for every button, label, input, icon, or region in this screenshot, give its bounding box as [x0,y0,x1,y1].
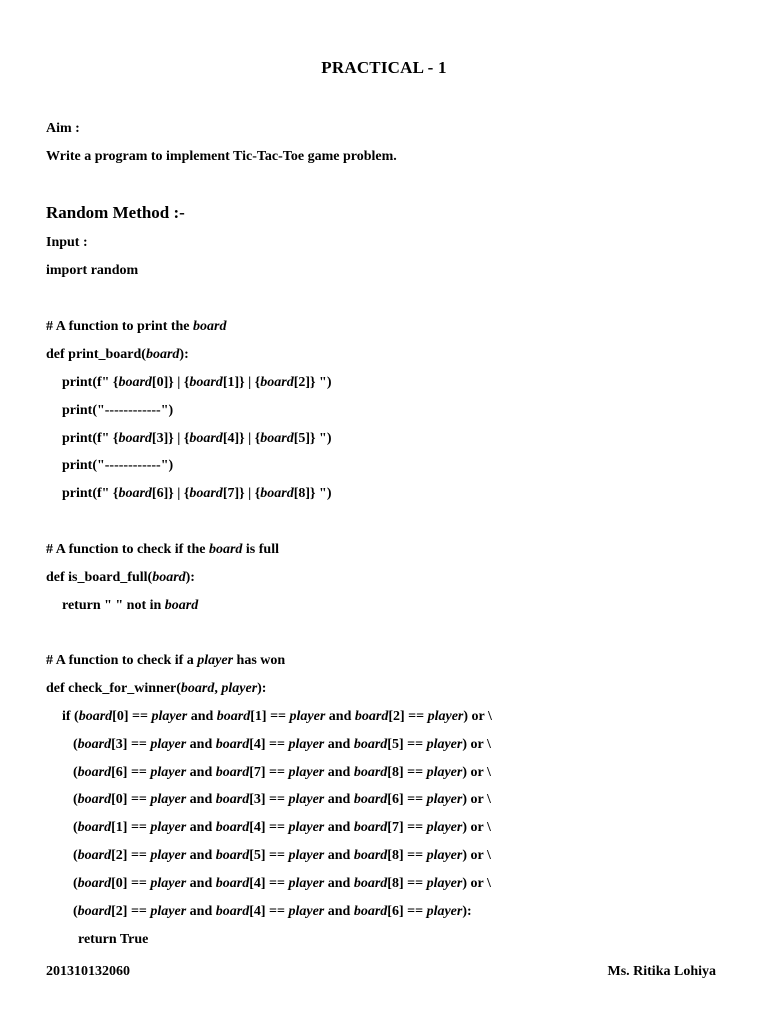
section-heading: Random Method :- [46,203,185,222]
code-line: # A function to print the board [46,319,227,334]
code-line: # A function to check if the board is full [46,542,279,557]
code-line: # A function to check if a player has won [46,653,286,668]
code-line: def check_for_winner(board, player): [46,681,267,696]
code-line: (board[2] == player and board[4] == player and board[6] == player): [73,904,472,919]
code-line: (board[6] == player and board[7] == player and board[8] == player) or \ [73,765,491,780]
code-line: def print_board(board): [46,347,189,362]
code-line: print(f" {board[0]} | {board[1]} | {board[2]} ") [62,375,332,390]
code-line: (board[0] == player and board[3] == player and board[6] == player) or \ [73,792,491,807]
code-line: print(f" {board[3]} | {board[4]} | {board[5]} ") [62,431,332,446]
code-line: return True [78,932,149,947]
page-title: PRACTICAL - 1 [321,58,447,77]
code-line: print("------------") [62,403,174,418]
code-line: (board[0] == player and board[4] == player and board[8] == player) or \ [73,876,491,891]
code-line: print(f" {board[6]} | {board[7]} | {board[8]} ") [62,486,332,501]
code-line: import random [46,263,139,278]
code-line: (board[3] == player and board[4] == player and board[5] == player) or \ [73,737,491,752]
footer-author: Ms. Ritika Lohiya [607,964,716,979]
footer-enrollment: 201310132060 [46,964,130,979]
code-line: def is_board_full(board): [46,570,195,585]
input-label: Input : [46,235,88,250]
code-line: (board[2] == player and board[5] == player and board[8] == player) or \ [73,848,491,863]
code-line: return " " not in board [62,598,199,613]
code-line: if (board[0] == player and board[1] == player and board[2] == player) or \ [62,709,492,724]
aim-text: Write a program to implement Tic-Tac-Toe game problem. [46,149,397,164]
code-line: print("------------") [62,458,174,473]
code-line: (board[1] == player and board[4] == player and board[7] == player) or \ [73,820,491,835]
aim-label: Aim : [46,121,80,136]
